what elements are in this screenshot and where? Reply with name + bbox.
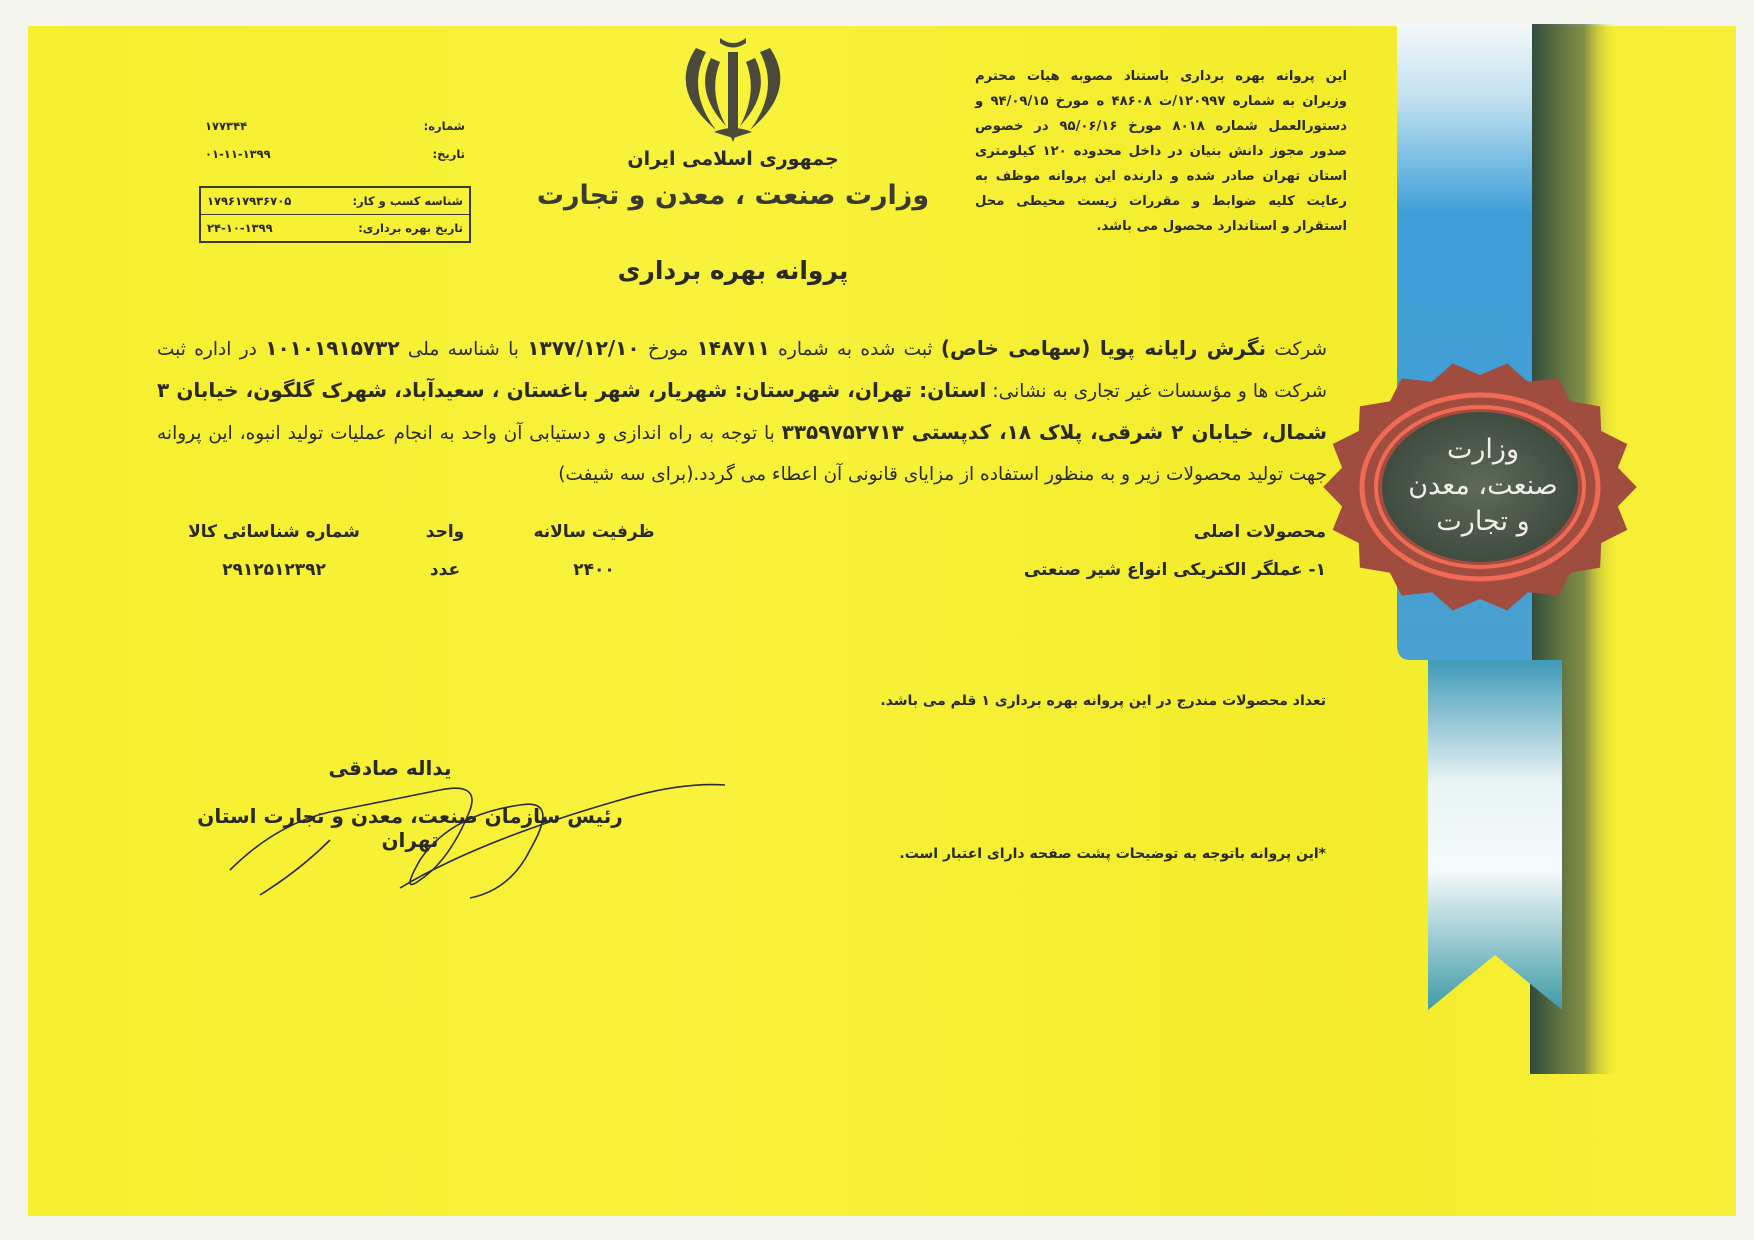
header-unit: واحد: [425, 522, 465, 542]
date-label: تاریخ:: [432, 147, 465, 161]
body-text: با توجه به راه اندازی و دستیابی آن واحد به انجام عملیات تولید انبوه، این پروانه جهت تولید محصولات زیر و به منظور استفاده از مزایای قانونی آن اعطاء می گردد.(برای سه شیفت): [157, 423, 1327, 485]
address: استان: تهران، شهرستان: شهریار، شهر باغستان ، سعیدآباد، شهرک گلگون، خیابان ۳ شمال، خیابان ۲ شرقی، پلاک ۱۸، کدپستی: [157, 378, 1328, 444]
signer-name: یداله صادقی: [328, 756, 452, 780]
iran-emblem-icon: [676, 30, 790, 148]
business-id-value: ۱۷۹۶۱۷۹۳۶۷۰۵: [207, 194, 292, 208]
ribbon-tail: [1428, 660, 1562, 1010]
registration-number: ۱۴۸۷۱۱: [696, 336, 770, 360]
country-name: جمهوری اسلامی ایران: [627, 148, 839, 170]
meta-operation-date: [201, 214, 469, 241]
legal-notice: این پروانه بهره برداری باستناد مصوبه هیات محترم وزیران به شماره ۱۲۰۹۹۷/ت ۴۸۶۰۸ ه مورخ ۹۴/۰۹/۱۵ و دستورالعمل شماره ۸۰۱۸ مورخ ۹۵/۰۶/۱۶ در خصوص صدور مجوز دانش بنیان در داخل محدوده ۱۲۰ کیلومتری استان تهران صادر شده و دارنده این پروانه موظف به رعایت کلیه ضوابط و مقررات زیست محیطی محل استقرار و استاندارد محصول می باشد.: [975, 69, 1347, 234]
body-text: ثبت شده به شماره: [769, 339, 941, 360]
meta-number: [199, 112, 471, 140]
business-id-label: شناسه کسب و کار:: [352, 194, 463, 208]
row-capacity: ۲۴۰۰: [573, 560, 615, 580]
meta-business-id: [201, 188, 469, 214]
product-count-note: تعداد محصولات مندرج در این پروانه بهره برداری ۱ قلم می باشد.: [880, 693, 1326, 709]
license-body: [157, 328, 1327, 495]
footnote: *این پروانه باتوجه به توضیحات پشت صفحه دارای اعتبار است.: [899, 846, 1326, 862]
signer-title: رئیس سازمان صنعت، معدن و تجارت استان تهران: [197, 804, 623, 852]
header-product: محصولات اصلی: [1193, 522, 1326, 542]
ministry-name: وزارت صنعت ، معدن و تجارت: [536, 180, 930, 211]
seal-line: وزارت: [1446, 434, 1520, 465]
header-code: شماره شناسائی کالا: [188, 522, 360, 542]
body-text: در اداره ثبت شرکت ها و مؤسسات غیر تجاری به نشانی:: [157, 339, 1327, 402]
number-label: شماره:: [423, 119, 465, 133]
number-value: ۱۷۷۳۴۴: [205, 119, 248, 133]
body-text: مورخ: [639, 339, 697, 360]
national-id: ۱۰۱۰۱۹۱۵۷۳۲: [265, 336, 400, 360]
meta-date: [199, 140, 471, 168]
row-code: ۲۹۱۲۵۱۲۳۹۲: [222, 560, 326, 580]
seal-line: صنعت، معدن: [1408, 470, 1558, 501]
date-value: ۰۱-۱۱-۱۳۹۹: [205, 147, 271, 161]
meta-box: [199, 186, 471, 243]
body-text: شرکت: [1265, 339, 1328, 360]
row-unit: عدد: [429, 560, 461, 580]
seal-text: [1378, 432, 1588, 540]
operation-date-label: تاریخ بهره برداری:: [358, 221, 463, 235]
registration-date: ۱۳۷۷/۱۲/۱۰: [527, 336, 640, 360]
document-title: پروانه بهره برداری: [617, 256, 849, 285]
seal-line: و تجارت: [1436, 506, 1530, 537]
row-product: ۱- عملگر الکتریکی انواع شیر صنعتی: [1023, 560, 1326, 580]
postal-code: ۳۳۵۹۷۵۲۷۱۳: [781, 420, 904, 444]
operation-date-value: ۲۴-۱۰-۱۳۹۹: [207, 221, 273, 235]
handwritten-signature: [220, 760, 740, 900]
body-text: با شناسه ملی: [399, 339, 528, 360]
document-meta: [199, 112, 471, 243]
company-name: نگرش رایانه پویا (سهامی خاص): [940, 336, 1266, 360]
header-capacity: ظرفیت سالانه: [533, 522, 655, 542]
